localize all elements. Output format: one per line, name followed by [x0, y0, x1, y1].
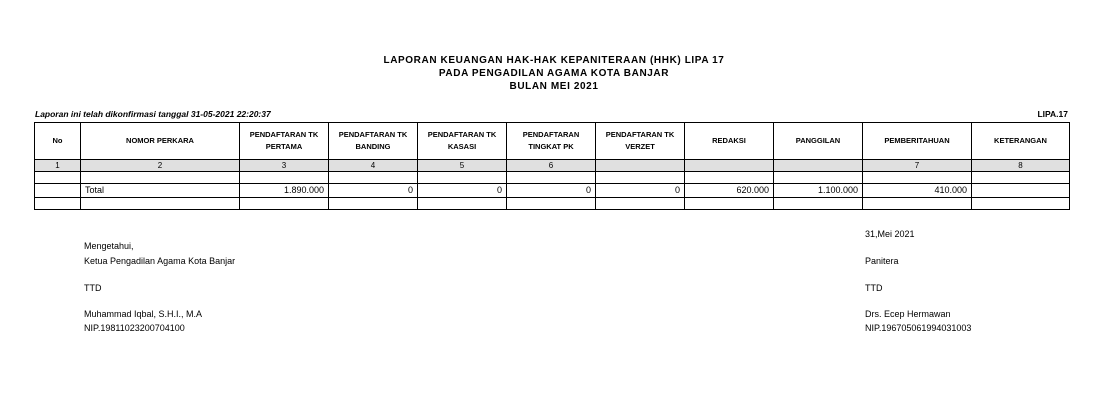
total-row — [35, 184, 1070, 198]
total-panggilan: 1.100.000 — [774, 184, 863, 198]
empty-row — [35, 172, 1070, 184]
report-title-line-2: PADA PENGADILAN AGAMA KOTA BANJAR — [438, 68, 670, 79]
right-date: 31,Mei 2021 — [865, 229, 915, 239]
index-cell: 2 — [81, 160, 240, 172]
total-pertama: 1.890.000 — [240, 184, 329, 198]
index-row — [35, 160, 1070, 172]
col-header-keterangan: KETERANGAN — [972, 123, 1070, 160]
right-signer-name: Drs. Ecep Hermawan — [865, 309, 951, 319]
right-ttd: TTD — [865, 283, 883, 293]
index-cell — [774, 160, 863, 172]
total-banding: 0 — [329, 184, 418, 198]
total-verzet: 0 — [596, 184, 685, 198]
index-cell: 8 — [972, 160, 1070, 172]
left-acknowledged: Mengetahui, — [84, 241, 134, 251]
right-signer-nip: NIP.196705061994031003 — [865, 323, 972, 333]
col-header-panggilan: PANGGILAN — [774, 123, 863, 160]
total-label: Total — [81, 184, 240, 198]
report-code: LIPA.17 — [1037, 109, 1068, 119]
total-pemberitahuan: 410.000 — [863, 184, 972, 198]
left-signer-name: Muhammad Iqbal, S.H.I., M.A — [84, 309, 203, 319]
index-cell: 6 — [507, 160, 596, 172]
total-no-cell — [35, 184, 81, 198]
index-cell: 7 — [863, 160, 972, 172]
index-cell — [596, 160, 685, 172]
left-signer-nip: NIP.19811023200704100 — [84, 323, 185, 333]
total-kasasi: 0 — [418, 184, 507, 198]
report-table — [34, 122, 1070, 210]
right-role: Panitera — [865, 256, 899, 266]
confirmation-note: Laporan ini telah dikonfirmasi tanggal 31-05-2021 22:20:37 — [35, 109, 271, 119]
col-header-pemberitahuan: PEMBERITAHUAN — [863, 123, 972, 160]
col-header-pendaftaran-pk: PENDAFTARAN TINGKAT PK — [507, 123, 596, 160]
col-header-pendaftaran-verzet: PENDAFTARAN TK VERZET — [596, 123, 685, 160]
col-header-pendaftaran-kasasi: PENDAFTARAN TK KASASI — [418, 123, 507, 160]
left-ttd: TTD — [84, 283, 102, 293]
col-header-no: No — [35, 123, 81, 160]
empty-row — [35, 198, 1070, 210]
col-header-nomor-perkara: NOMOR PERKARA — [81, 123, 240, 160]
total-pk: 0 — [507, 184, 596, 198]
total-redaksi: 620.000 — [685, 184, 774, 198]
index-cell: 4 — [329, 160, 418, 172]
total-keterangan — [972, 184, 1070, 198]
col-header-pendaftaran-banding: PENDAFTARAN TK BANDING — [329, 123, 418, 160]
report-title-line-1: LAPORAN KEUANGAN HAK-HAK KEPANITERAAN (HHK) LIPA 17 — [383, 55, 725, 66]
col-header-redaksi: REDAKSI — [685, 123, 774, 160]
index-cell: 3 — [240, 160, 329, 172]
col-header-pendaftaran-pertama: PENDAFTARAN TK PERTAMA — [240, 123, 329, 160]
index-cell — [685, 160, 774, 172]
report-title-line-3: BULAN MEI 2021 — [509, 81, 599, 92]
header-row — [35, 123, 1070, 160]
left-role: Ketua Pengadilan Agama Kota Banjar — [84, 256, 236, 266]
index-cell: 5 — [418, 160, 507, 172]
index-cell: 1 — [35, 160, 81, 172]
